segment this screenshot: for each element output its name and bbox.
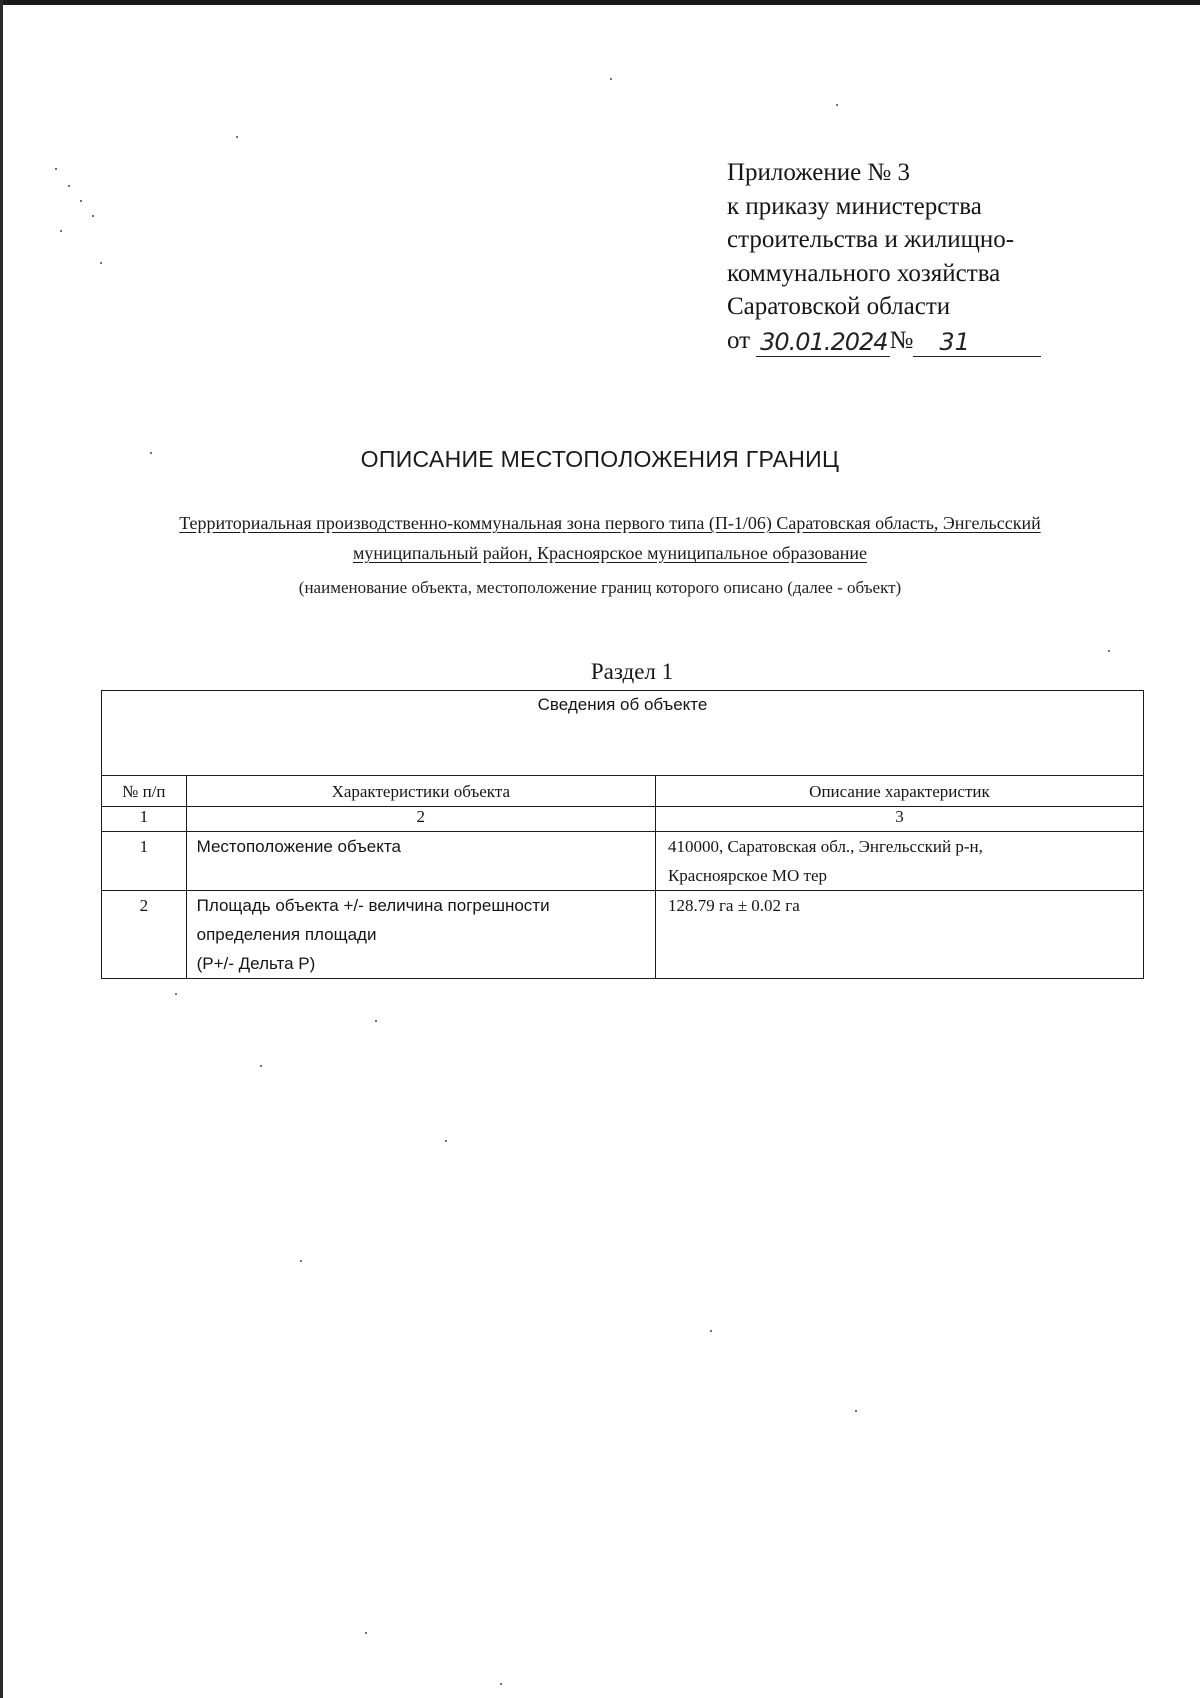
scan-speck [610, 78, 612, 80]
order-date-number [727, 324, 1067, 358]
number-sign: № [889, 326, 914, 354]
scan-speck [365, 1632, 367, 1634]
table-spacer-cell [102, 737, 1144, 776]
scan-edge-top [0, 0, 1200, 5]
row-characteristic [186, 832, 655, 891]
row-characteristic [186, 891, 655, 979]
appendix-line: Приложение № 3 [727, 159, 911, 186]
characteristic-line: определения площади [196, 925, 377, 944]
scan-speck [55, 168, 57, 170]
header-description: Описание характеристик [655, 776, 1143, 807]
scan-speck [260, 1065, 262, 1067]
scan-edge-left [0, 0, 3, 1698]
object-name-line-2: муниципальный район, Красноярское муниципальное образование [353, 543, 867, 563]
description-line: Красноярское МО тер [667, 866, 828, 885]
table-spacer-row [102, 737, 1144, 776]
characteristic-text: Местоположение объекта [196, 837, 401, 856]
characteristic-line: Площадь объекта +/- величина погрешности [196, 896, 550, 915]
scan-speck [836, 104, 838, 106]
document-title: ОПИСАНИЕ МЕСТОПОЛОЖЕНИЯ ГРАНИЦ [360, 446, 840, 472]
object-info-table [101, 690, 1144, 979]
table-column-number-row [102, 807, 1144, 832]
scan-speck [855, 1410, 857, 1412]
table-header-row [102, 776, 1144, 807]
object-name-line-1: Территориальная производственно-коммунальная зона первого типа (П-1/06) Саратовская область, Энгельсский [179, 513, 1041, 533]
appendix-header [727, 156, 1067, 357]
scan-speck [445, 1140, 447, 1142]
scan-speck [375, 1020, 377, 1022]
section-title: Раздел 1 [590, 659, 674, 684]
column-number: 3 [655, 807, 1143, 832]
header-characteristic: Характеристики объекта [186, 776, 655, 807]
handwritten-date: 30.01.2024 [756, 328, 889, 357]
row-num: 2 [102, 891, 187, 979]
column-number: 2 [186, 807, 655, 832]
header-num: № п/п [102, 776, 187, 807]
scan-speck [175, 993, 177, 995]
description-line: 410000, Саратовская обл., Энгельсский р-н, [667, 837, 983, 856]
appendix-line: к приказу министерства [727, 192, 982, 220]
scan-speck [300, 1260, 302, 1262]
scan-speck [68, 185, 70, 187]
scan-speck [100, 262, 102, 264]
table-row [102, 832, 1144, 891]
date-prefix: от [727, 326, 751, 354]
row-description [655, 832, 1143, 891]
table-row [102, 891, 1144, 979]
scan-speck [236, 136, 238, 138]
scan-speck [60, 230, 62, 232]
table-caption: Сведения об объекте [102, 691, 1144, 738]
appendix-line: коммунального хозяйства [727, 259, 1001, 287]
scan-speck [92, 215, 94, 217]
object-caption: (наименование объекта, местоположение границ которого описано (далее - объект) [298, 578, 902, 597]
scan-speck [1108, 650, 1110, 652]
appendix-line: строительства и жилищно- [727, 226, 1015, 253]
description-line: 128.79 га ± 0.02 га [667, 896, 800, 915]
scan-speck [710, 1330, 712, 1332]
row-num: 1 [102, 832, 187, 891]
row-description [655, 891, 1143, 979]
scan-speck [80, 200, 82, 202]
handwritten-number: 31 [913, 328, 1041, 357]
column-number: 1 [102, 807, 187, 832]
object-name [110, 508, 1110, 568]
appendix-line: Саратовской области [727, 293, 951, 320]
table-caption-row [102, 691, 1144, 738]
scan-speck [500, 1683, 502, 1685]
characteristic-line: (P+/- Дельта P) [196, 954, 316, 973]
scan-speck [150, 452, 152, 454]
